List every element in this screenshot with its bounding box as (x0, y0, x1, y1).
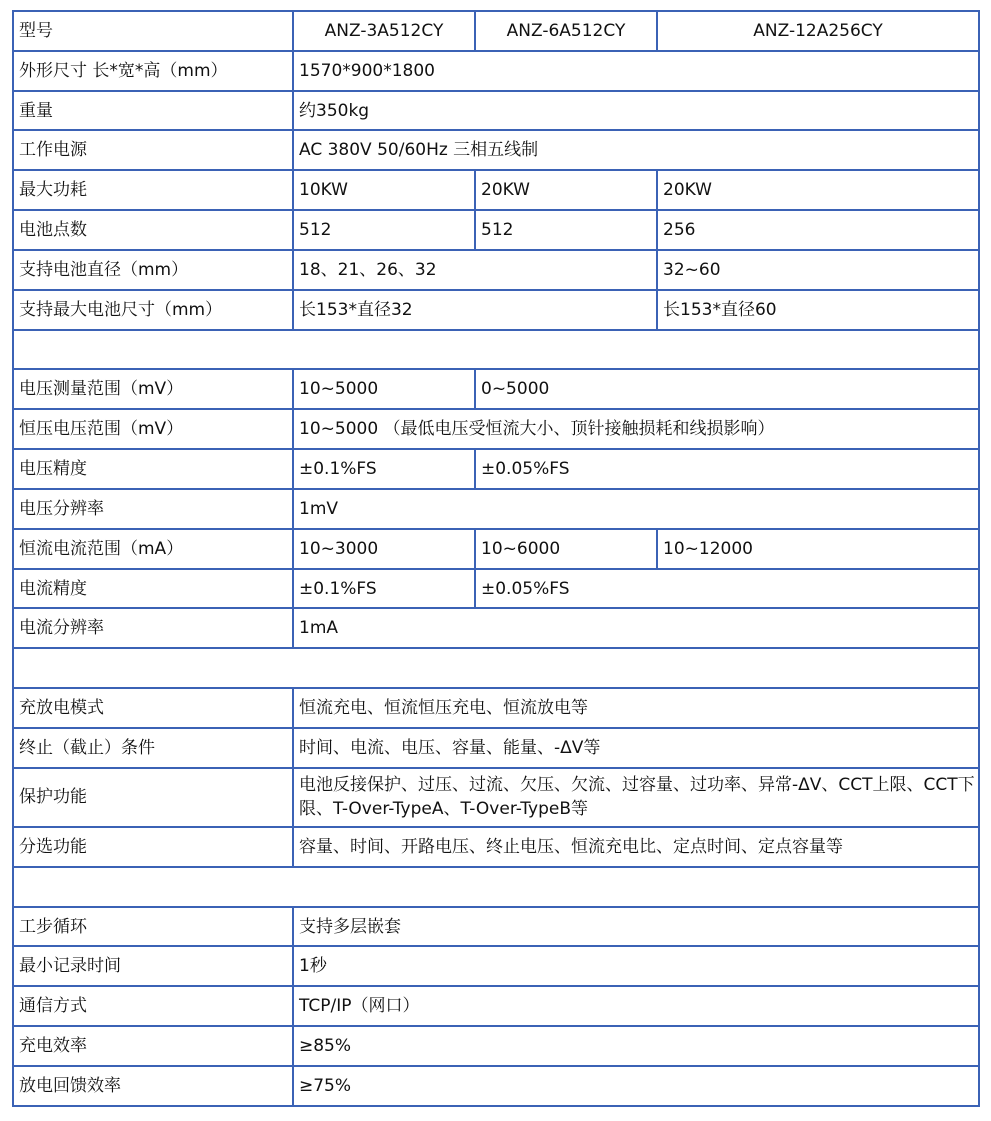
table-row (13, 608, 979, 648)
row-label: 电压测量范围（mV） (13, 369, 293, 409)
table-row (13, 210, 979, 250)
table-row (13, 489, 979, 529)
row-value: 20KW (475, 170, 657, 210)
row-value: ±0.05%FS (475, 569, 979, 609)
row-value: 约350kg (293, 91, 979, 131)
row-value: ±0.05%FS (475, 449, 979, 489)
table-row (13, 369, 979, 409)
row-label: 工步循环 (13, 907, 293, 947)
spec-table (12, 10, 980, 1107)
row-label: 分选功能 (13, 827, 293, 867)
row-label: 电压分辨率 (13, 489, 293, 529)
table-row (13, 1026, 979, 1066)
row-value: 0~5000 (475, 369, 979, 409)
row-label: 恒流电流范围（mA） (13, 529, 293, 569)
section-spacer-row (13, 867, 979, 907)
row-value: 1570*900*1800 (293, 51, 979, 91)
table-row (13, 409, 979, 449)
table-row (13, 170, 979, 210)
table-row (13, 907, 979, 947)
table-row (13, 728, 979, 768)
row-value: ±0.1%FS (293, 569, 475, 609)
row-value: 10~6000 (475, 529, 657, 569)
row-value: 1秒 (293, 946, 979, 986)
row-label: 重量 (13, 91, 293, 131)
row-value: 18、21、26、32 (293, 250, 657, 290)
row-value: AC 380V 50/60Hz 三相五线制 (293, 130, 979, 170)
row-value: 32~60 (657, 250, 979, 290)
row-label: 支持电池直径（mm） (13, 250, 293, 290)
section-spacer (13, 330, 979, 370)
section-spacer (13, 867, 979, 907)
row-value: 长153*直径60 (657, 290, 979, 330)
row-label: 充放电模式 (13, 688, 293, 728)
model-header: ANZ-6A512CY (475, 11, 657, 51)
model-header: ANZ-3A512CY (293, 11, 475, 51)
table-row (13, 51, 979, 91)
row-value: ≥75% (293, 1066, 979, 1106)
row-value: 时间、电流、电压、容量、能量、-ΔV等 (293, 728, 979, 768)
table-row (13, 91, 979, 131)
row-value: 1mA (293, 608, 979, 648)
table-row (13, 449, 979, 489)
section-spacer-row (13, 648, 979, 688)
section-spacer (13, 648, 979, 688)
row-label: 放电回馈效率 (13, 1066, 293, 1106)
row-value: 20KW (657, 170, 979, 210)
section-spacer-row (13, 330, 979, 370)
table-row (13, 946, 979, 986)
table-row (13, 569, 979, 609)
row-value: 10~3000 (293, 529, 475, 569)
row-value: 长153*直径32 (293, 290, 657, 330)
table-row (13, 130, 979, 170)
table-row (13, 1066, 979, 1106)
table-row (13, 290, 979, 330)
row-label: 外形尺寸 长*宽*高（mm） (13, 51, 293, 91)
table-header-row (13, 11, 979, 51)
table-row (13, 986, 979, 1026)
table-row (13, 250, 979, 290)
row-value: 恒流充电、恒流恒压充电、恒流放电等 (293, 688, 979, 728)
row-value: 支持多层嵌套 (293, 907, 979, 947)
row-value: 1mV (293, 489, 979, 529)
row-value: 容量、时间、开路电压、终止电压、恒流充电比、定点时间、定点容量等 (293, 827, 979, 867)
row-value: ≥85% (293, 1026, 979, 1066)
row-value: 电池反接保护、过压、过流、欠压、欠流、过容量、过功率、异常-ΔV、CCT上限、CCT下限、T-Over-TypeA、T-Over-TypeB等 (293, 768, 979, 827)
row-label: 电压精度 (13, 449, 293, 489)
row-label: 保护功能 (13, 768, 293, 827)
row-label: 终止（截止）条件 (13, 728, 293, 768)
model-header: ANZ-12A256CY (657, 11, 979, 51)
header-label: 型号 (13, 11, 293, 51)
row-label: 充电效率 (13, 1026, 293, 1066)
row-value: 10~12000 (657, 529, 979, 569)
row-value: 256 (657, 210, 979, 250)
table-row (13, 529, 979, 569)
table-row (13, 827, 979, 867)
row-value: TCP/IP（网口） (293, 986, 979, 1026)
row-value: 512 (475, 210, 657, 250)
row-value: 10~5000 (293, 369, 475, 409)
table-row (13, 768, 979, 827)
row-label: 电池点数 (13, 210, 293, 250)
row-label: 电流分辨率 (13, 608, 293, 648)
row-label: 最小记录时间 (13, 946, 293, 986)
row-value: 10~5000 （最低电压受恒流大小、顶针接触损耗和线损影响） (293, 409, 979, 449)
row-label: 工作电源 (13, 130, 293, 170)
row-value: 512 (293, 210, 475, 250)
row-value: 10KW (293, 170, 475, 210)
row-label: 电流精度 (13, 569, 293, 609)
row-label: 支持最大电池尺寸（mm） (13, 290, 293, 330)
row-label: 最大功耗 (13, 170, 293, 210)
table-row (13, 688, 979, 728)
row-label: 恒压电压范围（mV） (13, 409, 293, 449)
row-value: ±0.1%FS (293, 449, 475, 489)
row-label: 通信方式 (13, 986, 293, 1026)
